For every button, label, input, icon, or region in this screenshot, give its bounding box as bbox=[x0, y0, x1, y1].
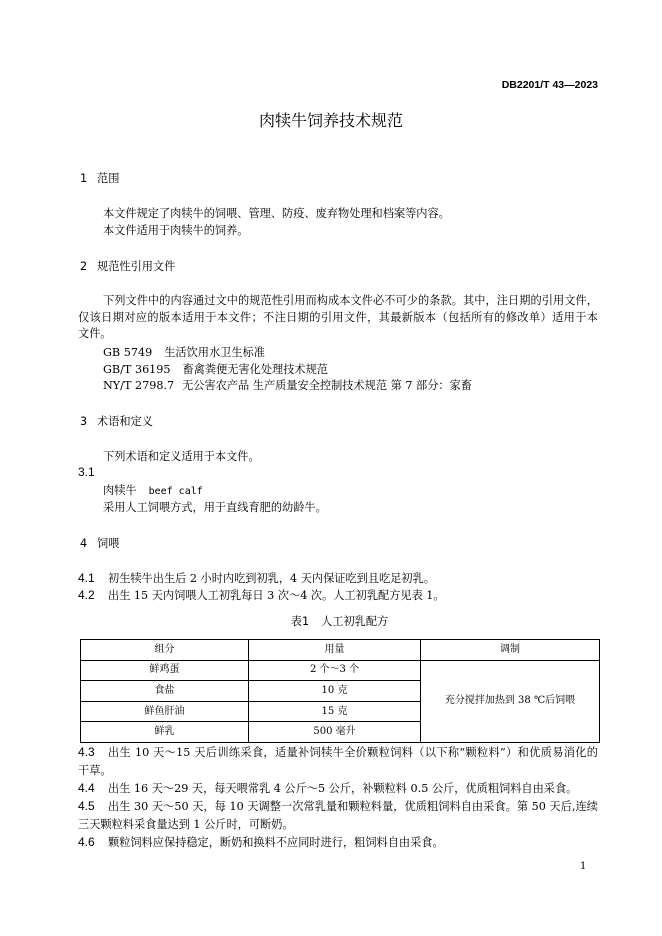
clause-number: 4.2 bbox=[78, 587, 95, 602]
term-heading bbox=[103, 482, 203, 500]
reference-title: 无公害农产品 生产质量安全控制技术规范 第 7 部分：家畜 bbox=[182, 378, 472, 392]
reference-code: NY/T 2798.7 bbox=[103, 378, 175, 392]
section-1-paragraph-2: 本文件适用于肉犊牛的饲养。 bbox=[103, 223, 249, 237]
clause-number: 4.6 bbox=[78, 834, 95, 849]
table-caption-title: 人工初乳配方 bbox=[321, 614, 389, 628]
section-3-title: 术语和定义 bbox=[97, 414, 153, 428]
table-cell-amount: 500 毫升 bbox=[249, 722, 421, 743]
standard-code: DB2201/T 43—2023 bbox=[501, 79, 598, 91]
term-definition: 采用人工饲喂方式，用于直线育肥的幼龄牛。 bbox=[103, 500, 327, 514]
reference-code: GB 5749 bbox=[103, 345, 153, 359]
table-header-cell: 组分 bbox=[81, 640, 249, 661]
normative-reference bbox=[103, 377, 472, 394]
clause-text: 三天颗粒料采食量达到 1 公斤时，可断奶。 bbox=[78, 817, 294, 831]
table-header-row bbox=[81, 640, 600, 661]
normative-reference bbox=[103, 344, 265, 361]
term-chinese: 肉犊牛 bbox=[103, 483, 137, 497]
section-3-intro: 下列术语和定义适用于本文件。 bbox=[103, 449, 260, 463]
table-header-cell: 用量 bbox=[249, 640, 421, 661]
table-cell-amount: 10 克 bbox=[249, 681, 421, 702]
clause-text: 出生 30 天～50 天，每 10 天调整一次常乳量和颗粒料量，优质粗饲料自由采食。第 50 天后,连续 bbox=[108, 799, 598, 813]
clause-text: 出生 10 天～15 天后训练采食，适量补饲犊牛全价颗粒饲料（以下称“颗粒料”）和优质易消化的 bbox=[108, 745, 598, 759]
table-header-cell: 调制 bbox=[421, 640, 600, 661]
clause-text: 干草。 bbox=[78, 763, 112, 777]
section-3-number: 3 bbox=[80, 414, 88, 428]
clause-text: 初生犊牛出生后 2 小时内吃到初乳，4 天内保证吃到且吃足初乳。 bbox=[108, 571, 435, 585]
section-2-number: 2 bbox=[80, 259, 88, 273]
term-english: beef calf bbox=[148, 485, 203, 497]
reference-title: 畜禽粪便无害化处理技术规范 bbox=[182, 362, 328, 376]
reference-code: GB/T 36195 bbox=[103, 362, 171, 376]
section-2-intro-line: 仅该日期对应的版本适用于本文件；不注日期的引用文件，其最新版本（包括所有的修改单）适用于本 bbox=[78, 310, 598, 324]
table-cell-preparation: 充分搅拌加热到 38 ℃后饲喂 bbox=[421, 660, 600, 742]
table-cell-ingredient: 食盐 bbox=[81, 681, 249, 702]
section-2-intro-line: 文件。 bbox=[78, 326, 112, 340]
clause-number: 4.1 bbox=[78, 570, 95, 585]
table-cell-ingredient: 鲜鱼肝油 bbox=[81, 701, 249, 722]
table-cell-ingredient: 鲜鸡蛋 bbox=[81, 660, 249, 681]
reference-title: 生活饮用水卫生标准 bbox=[164, 345, 265, 359]
section-1-paragraph-1: 本文件规定了肉犊牛的饲喂、管理、防疫、废弃物处理和档案等内容。 bbox=[103, 206, 450, 220]
section-4-title: 饲喂 bbox=[97, 536, 120, 550]
normative-reference bbox=[103, 361, 328, 378]
table-cell-ingredient: 鲜乳 bbox=[81, 722, 249, 743]
clause-number: 4.4 bbox=[78, 780, 95, 795]
table-caption bbox=[80, 613, 599, 630]
table-cell-amount: 2 个～3 个 bbox=[249, 660, 421, 681]
clause-text: 出生 16 天～29 天，每天喂常乳 4 公斤～5 公斤，补颗粒料 0.5 公斤，优质粗饲料自由采食。 bbox=[108, 781, 578, 795]
clause-number: 4.5 bbox=[78, 798, 95, 813]
section-1-title: 范围 bbox=[97, 171, 120, 185]
clause-text: 颗粒饲料应保持稳定，断奶和换料不应同时进行，粗饲料自由采食。 bbox=[108, 835, 444, 849]
section-2-intro-line: 下列文件中的内容通过文中的规范性引用而构成本文件必不可少的条款。其中，注日期的引用文件， bbox=[103, 293, 598, 307]
section-1-number: 1 bbox=[80, 171, 88, 185]
table-cell-amount: 15 克 bbox=[249, 701, 421, 722]
section-4-number: 4 bbox=[80, 536, 88, 550]
section-2-title: 规范性引用文件 bbox=[97, 259, 176, 273]
colostrum-formula-table bbox=[80, 639, 600, 743]
table-caption-number: 表1 bbox=[290, 614, 310, 628]
term-number: 3.1 bbox=[78, 464, 95, 479]
document-title: 肉犊牛饲养技术规范 bbox=[258, 111, 403, 130]
page-number: 1 bbox=[580, 860, 587, 872]
table-row bbox=[81, 660, 600, 681]
clause-number: 4.3 bbox=[78, 744, 95, 759]
clause-text: 出生 15 天内饲喂人工初乳每日 3 次～4 次。人工初乳配方见表 1。 bbox=[108, 588, 445, 602]
